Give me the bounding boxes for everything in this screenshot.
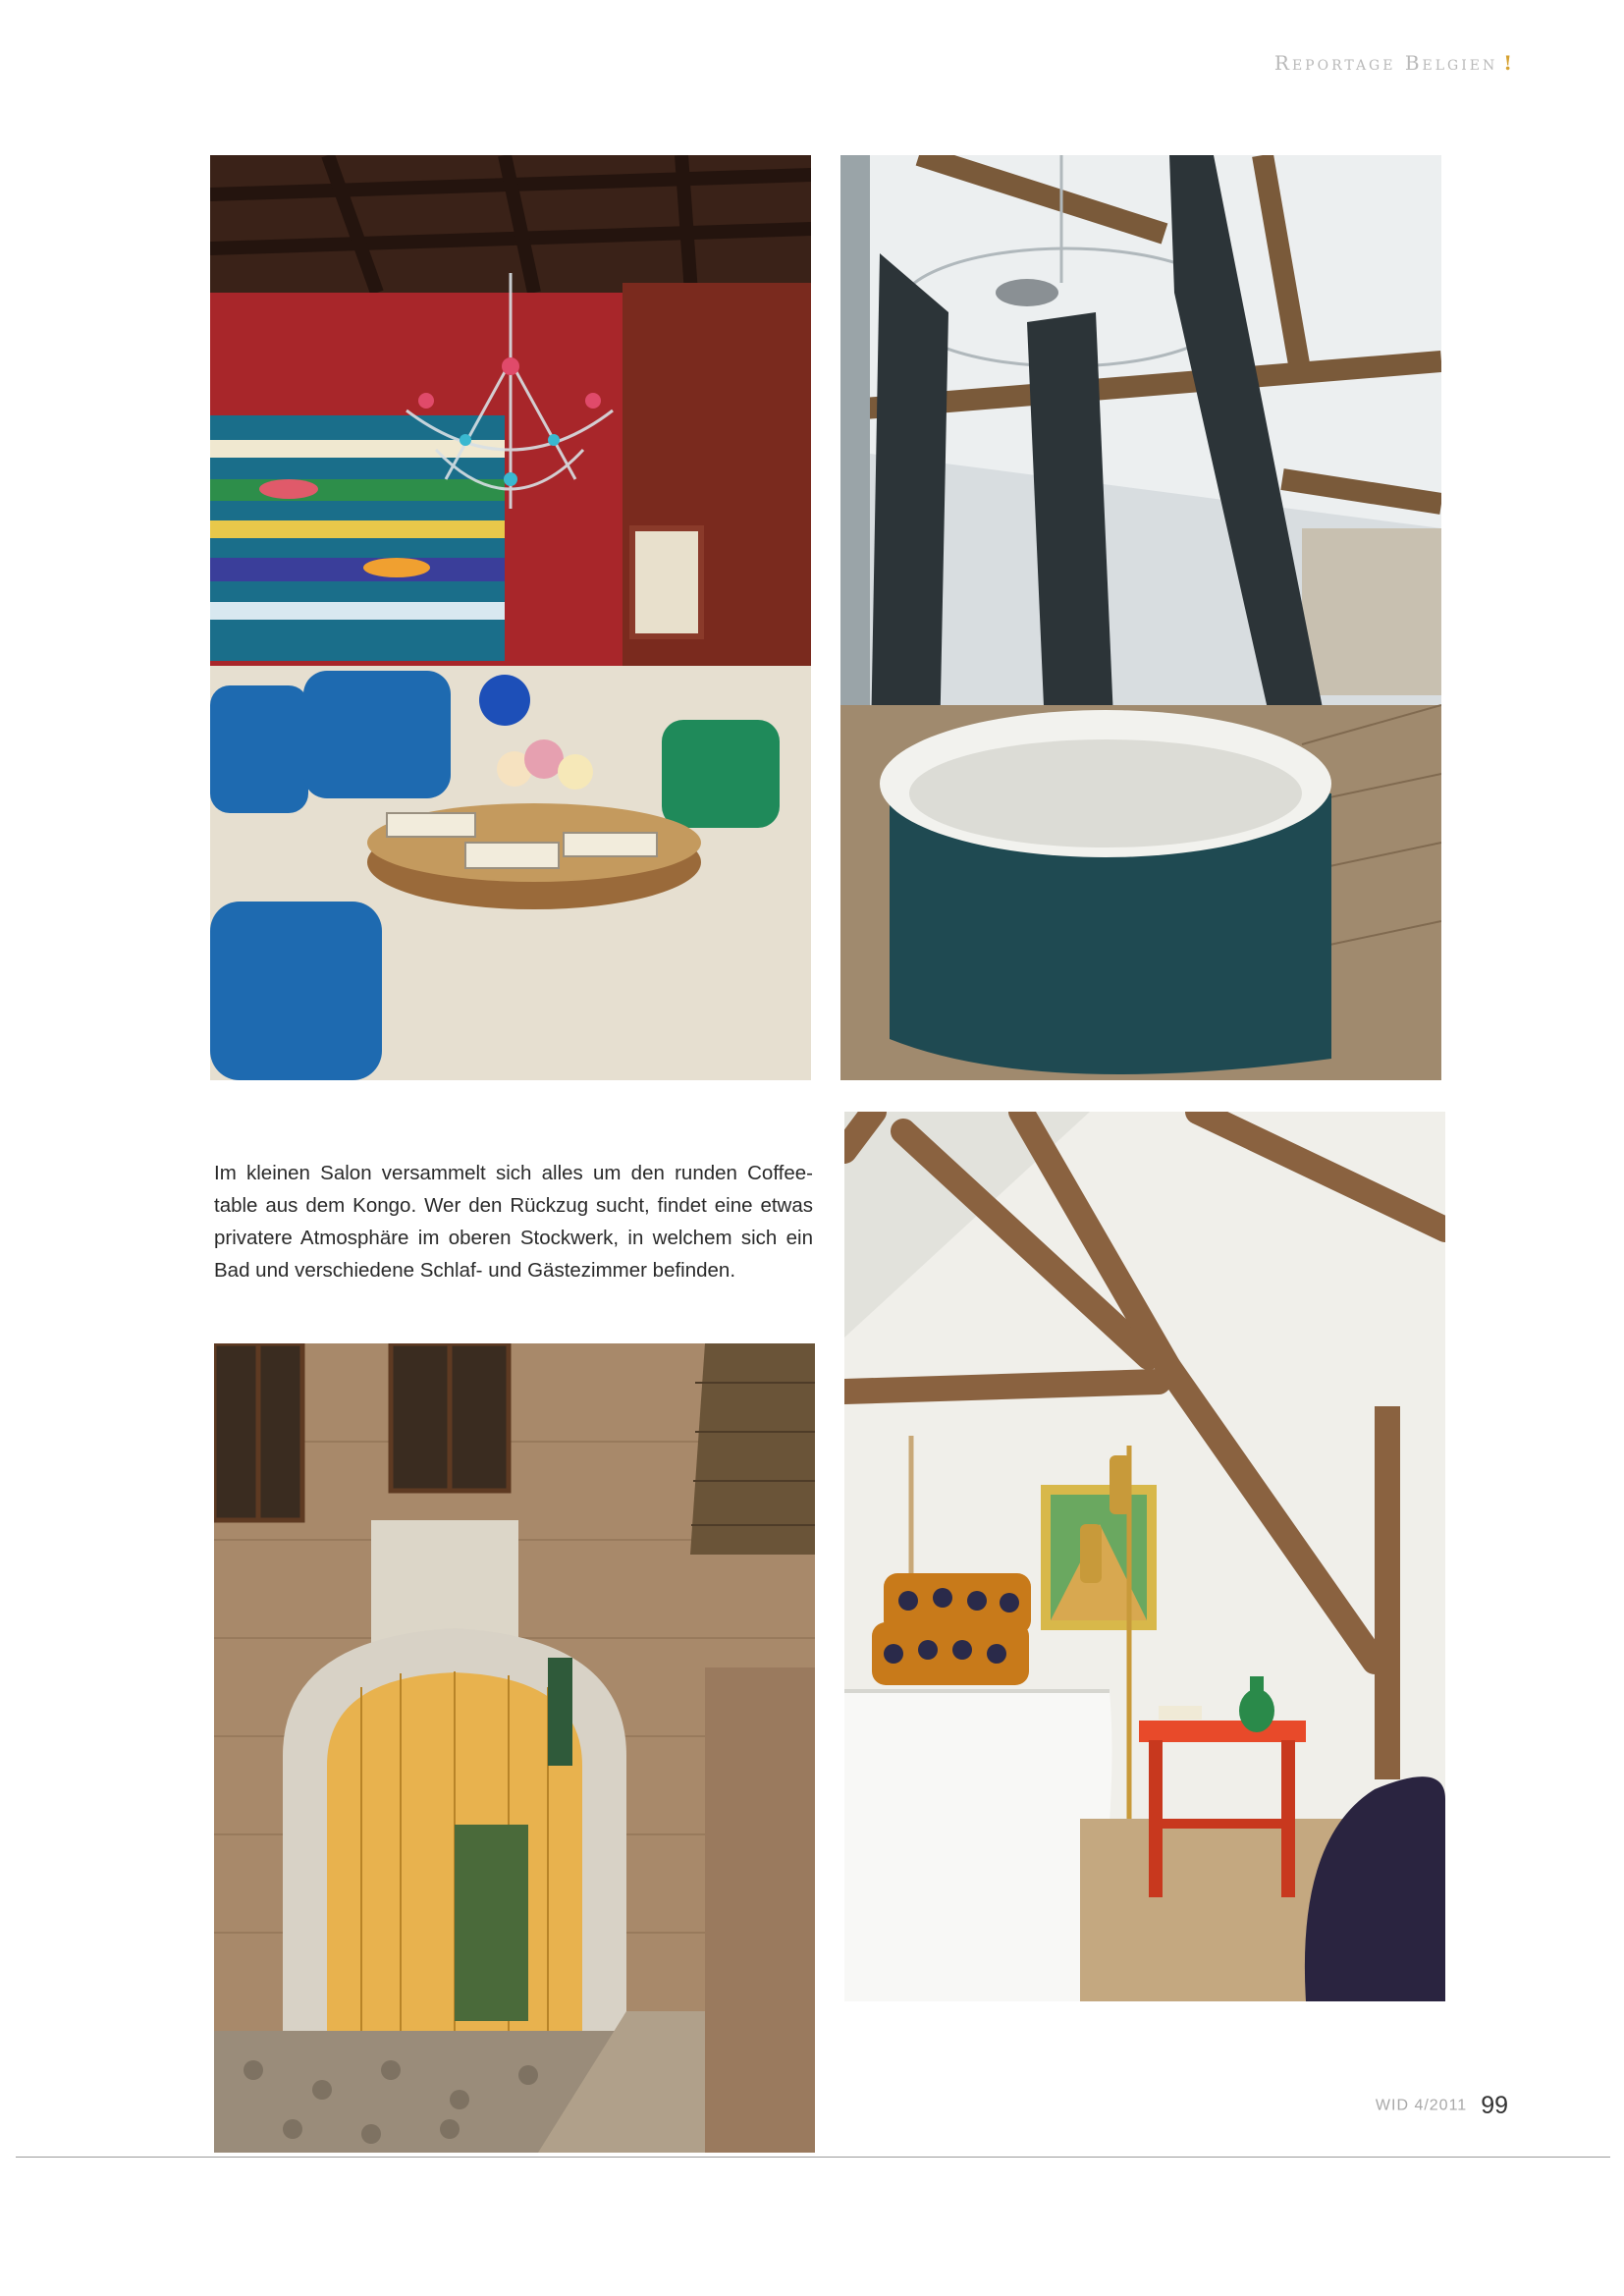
- magazine-issue: WID 4/2011: [1375, 2097, 1468, 2114]
- header-mark: !: [1503, 51, 1512, 75]
- section-title: Reportage Belgien: [1273, 51, 1498, 75]
- photo-bedroom: [844, 1112, 1445, 2001]
- photo-salon: [210, 155, 811, 1080]
- page-footer: [1335, 2092, 1508, 2120]
- page-number: 99: [1481, 2092, 1508, 2119]
- photo-bathroom: [840, 155, 1441, 1080]
- section-header: [1178, 51, 1512, 75]
- bottom-rule: [16, 2157, 1610, 2158]
- photo-caption: Im kleinen Salon versammelt sich alles um den runden Coffee-table aus dem Kongo. Wer den Rückzug sucht, findet eine etwas privatere Atmosphäre im oberen Stockwerk, in welchem sich ein Bad und verschiedene Schlaf- und Gästezimmer befinden.: [214, 1162, 813, 1282]
- photo-gate: [214, 1343, 815, 2153]
